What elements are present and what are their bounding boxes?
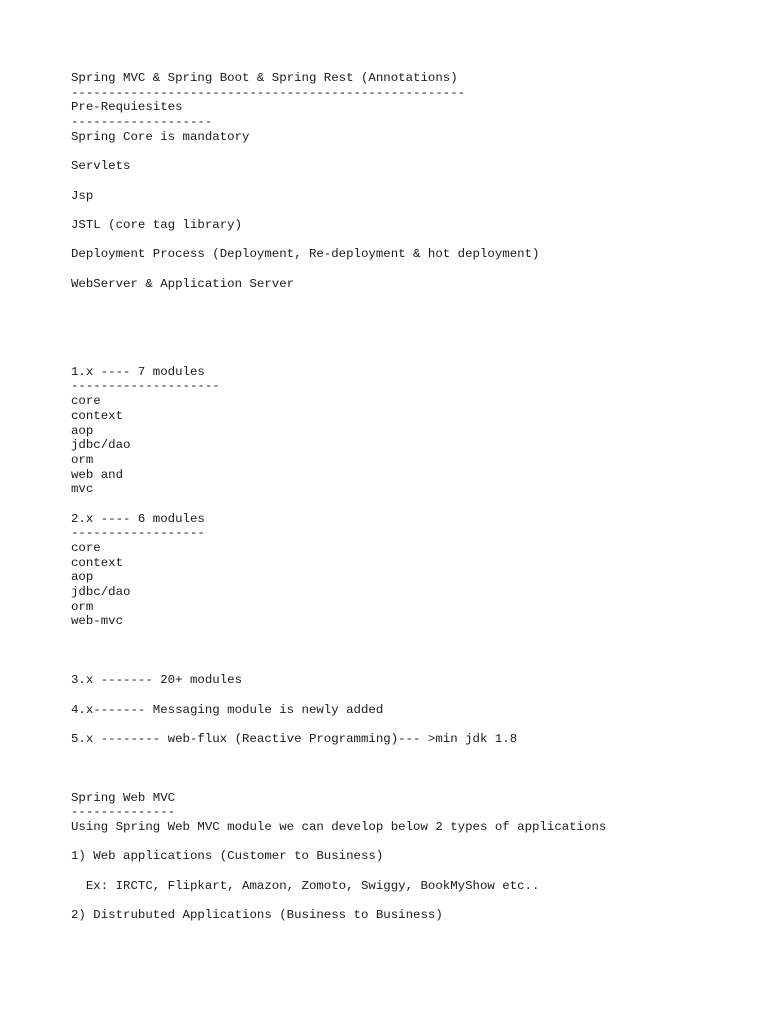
text-line: 4.x------- Messaging module is newly added bbox=[71, 702, 384, 717]
blank-line bbox=[71, 144, 751, 159]
text-line: jdbc/dao bbox=[71, 438, 131, 453]
text-line: 3.x ------- 20+ modules bbox=[71, 673, 243, 688]
text-line: core bbox=[71, 394, 101, 409]
text-line: context bbox=[71, 408, 124, 423]
text-line: 2.x ---- 6 modules bbox=[71, 511, 205, 526]
blank-line bbox=[71, 717, 751, 732]
text-line: Pre-Requiesites bbox=[71, 100, 183, 115]
text-line: 5.x -------- web-flux (Reactive Programming)--- >min jdk 1.8 bbox=[71, 731, 518, 746]
blank-line bbox=[71, 203, 751, 218]
text-line: Jsp bbox=[71, 188, 94, 203]
blank-line bbox=[71, 174, 751, 189]
blank-line bbox=[71, 321, 751, 336]
text-line: Ex: IRCTC, Flipkart, Amazon, Zomoto, Swiggy, BookMyShow etc.. bbox=[71, 878, 540, 893]
text-line: WebServer & Application Server bbox=[71, 276, 295, 291]
blank-line bbox=[71, 306, 751, 321]
text-line: Spring Web MVC bbox=[71, 790, 176, 805]
text-line: -------------------- bbox=[71, 379, 220, 394]
blank-line bbox=[71, 350, 751, 365]
text-line: core bbox=[71, 541, 101, 555]
blank-line bbox=[71, 659, 751, 674]
blank-line bbox=[71, 291, 751, 306]
text-line: orm bbox=[71, 452, 94, 467]
text-line: Deployment Process (Deployment, Re-deployment & hot deployment) bbox=[71, 247, 540, 262]
blank-line bbox=[71, 335, 751, 350]
blank-line bbox=[71, 864, 751, 879]
text-line: ------------------- bbox=[71, 115, 213, 130]
blank-line bbox=[71, 761, 751, 776]
text-line: orm bbox=[71, 599, 94, 614]
blank-line bbox=[71, 835, 751, 850]
blank-line bbox=[71, 497, 751, 512]
text-line: web and bbox=[71, 467, 124, 482]
blank-line bbox=[71, 644, 751, 659]
text-line: 1) Web applications (Customer to Business) bbox=[71, 849, 384, 864]
text-line: aop bbox=[71, 570, 94, 585]
text-line: Spring MVC & Spring Boot & Spring Rest (Annotations) bbox=[71, 71, 458, 85]
text-line: ------------------ bbox=[71, 526, 205, 541]
text-line: ----------------------------------------------------- bbox=[71, 85, 466, 100]
blank-line bbox=[71, 262, 751, 277]
text-line: context bbox=[71, 555, 124, 570]
text-line: JSTL (core tag library) bbox=[71, 217, 243, 232]
blank-line bbox=[71, 894, 751, 909]
blank-line bbox=[71, 688, 751, 703]
blank-line bbox=[71, 629, 751, 644]
blank-line bbox=[71, 233, 751, 248]
text-line: 1.x ---- 7 modules bbox=[71, 364, 205, 379]
text-line: Using Spring Web MVC module we can develop below 2 types of applications bbox=[71, 820, 607, 835]
text-line: web-mvc bbox=[71, 614, 124, 629]
blank-line bbox=[71, 776, 751, 791]
blank-line bbox=[71, 747, 751, 762]
text-line: aop bbox=[71, 423, 94, 438]
text-line: 2) Distrubuted Applications (Business to Business) bbox=[71, 908, 443, 923]
text-line: mvc bbox=[71, 482, 94, 497]
text-line: jdbc/dao bbox=[71, 585, 131, 600]
text-line: Servlets bbox=[71, 159, 131, 174]
text-line: Spring Core is mandatory bbox=[71, 129, 250, 144]
text-line: -------------- bbox=[71, 805, 176, 820]
document-body bbox=[71, 71, 751, 923]
